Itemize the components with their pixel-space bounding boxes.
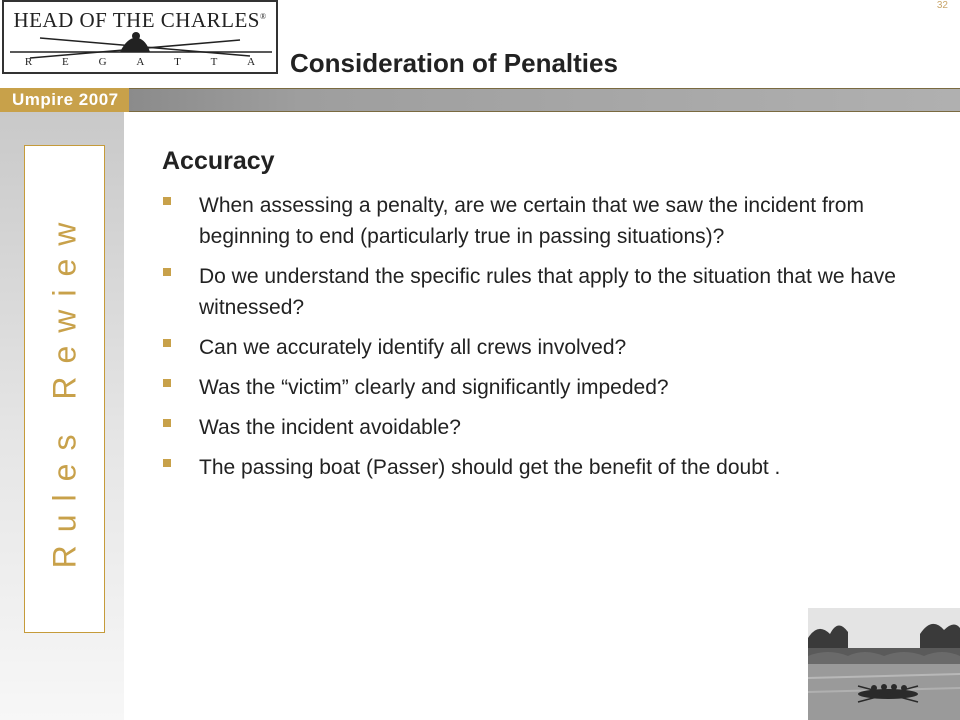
square-bullet-icon bbox=[163, 268, 171, 276]
list-item bbox=[163, 412, 943, 443]
vertical-label: Rules Rewiew bbox=[46, 209, 82, 569]
square-bullet-icon bbox=[163, 379, 171, 387]
logo-subtitle: R E G A T T A bbox=[24, 56, 256, 68]
header-band bbox=[0, 88, 960, 112]
slide-title: Consideration of Penalties bbox=[290, 48, 618, 78]
regatta-logo bbox=[2, 0, 278, 74]
page-number: 32 bbox=[936, 0, 948, 11]
logo-title: HEAD OF THE CHARLES® bbox=[13, 8, 267, 32]
square-bullet-icon bbox=[163, 339, 171, 347]
list-item bbox=[163, 190, 943, 252]
square-bullet-icon bbox=[163, 197, 171, 205]
square-bullet-icon bbox=[163, 459, 171, 467]
bullet-text: When assessing a penalty, are we certain that we saw the incident from beginning to end (particularly true in passing situations)? bbox=[199, 194, 864, 248]
band-label: Umpire 2007 bbox=[0, 88, 129, 112]
rowing-photo bbox=[808, 608, 960, 720]
list-item bbox=[163, 332, 943, 363]
vertical-label-box bbox=[24, 145, 105, 633]
list-item bbox=[163, 261, 943, 323]
square-bullet-icon bbox=[163, 419, 171, 427]
list-item bbox=[163, 452, 943, 483]
section-heading: Accuracy bbox=[162, 147, 275, 175]
bullet-list bbox=[163, 190, 943, 492]
bullet-text: Do we understand the specific rules that apply to the situation that we have witnessed? bbox=[199, 265, 896, 319]
bullet-text: Can we accurately identify all crews involved? bbox=[199, 336, 627, 359]
bullet-text: Was the incident avoidable? bbox=[199, 416, 461, 439]
list-item bbox=[163, 372, 943, 403]
bullet-text: Was the “victim” clearly and significantly impeded? bbox=[199, 376, 669, 399]
rowing-scene-image bbox=[808, 608, 960, 720]
bullet-text: The passing boat (Passer) should get the benefit of the doubt . bbox=[199, 456, 781, 479]
